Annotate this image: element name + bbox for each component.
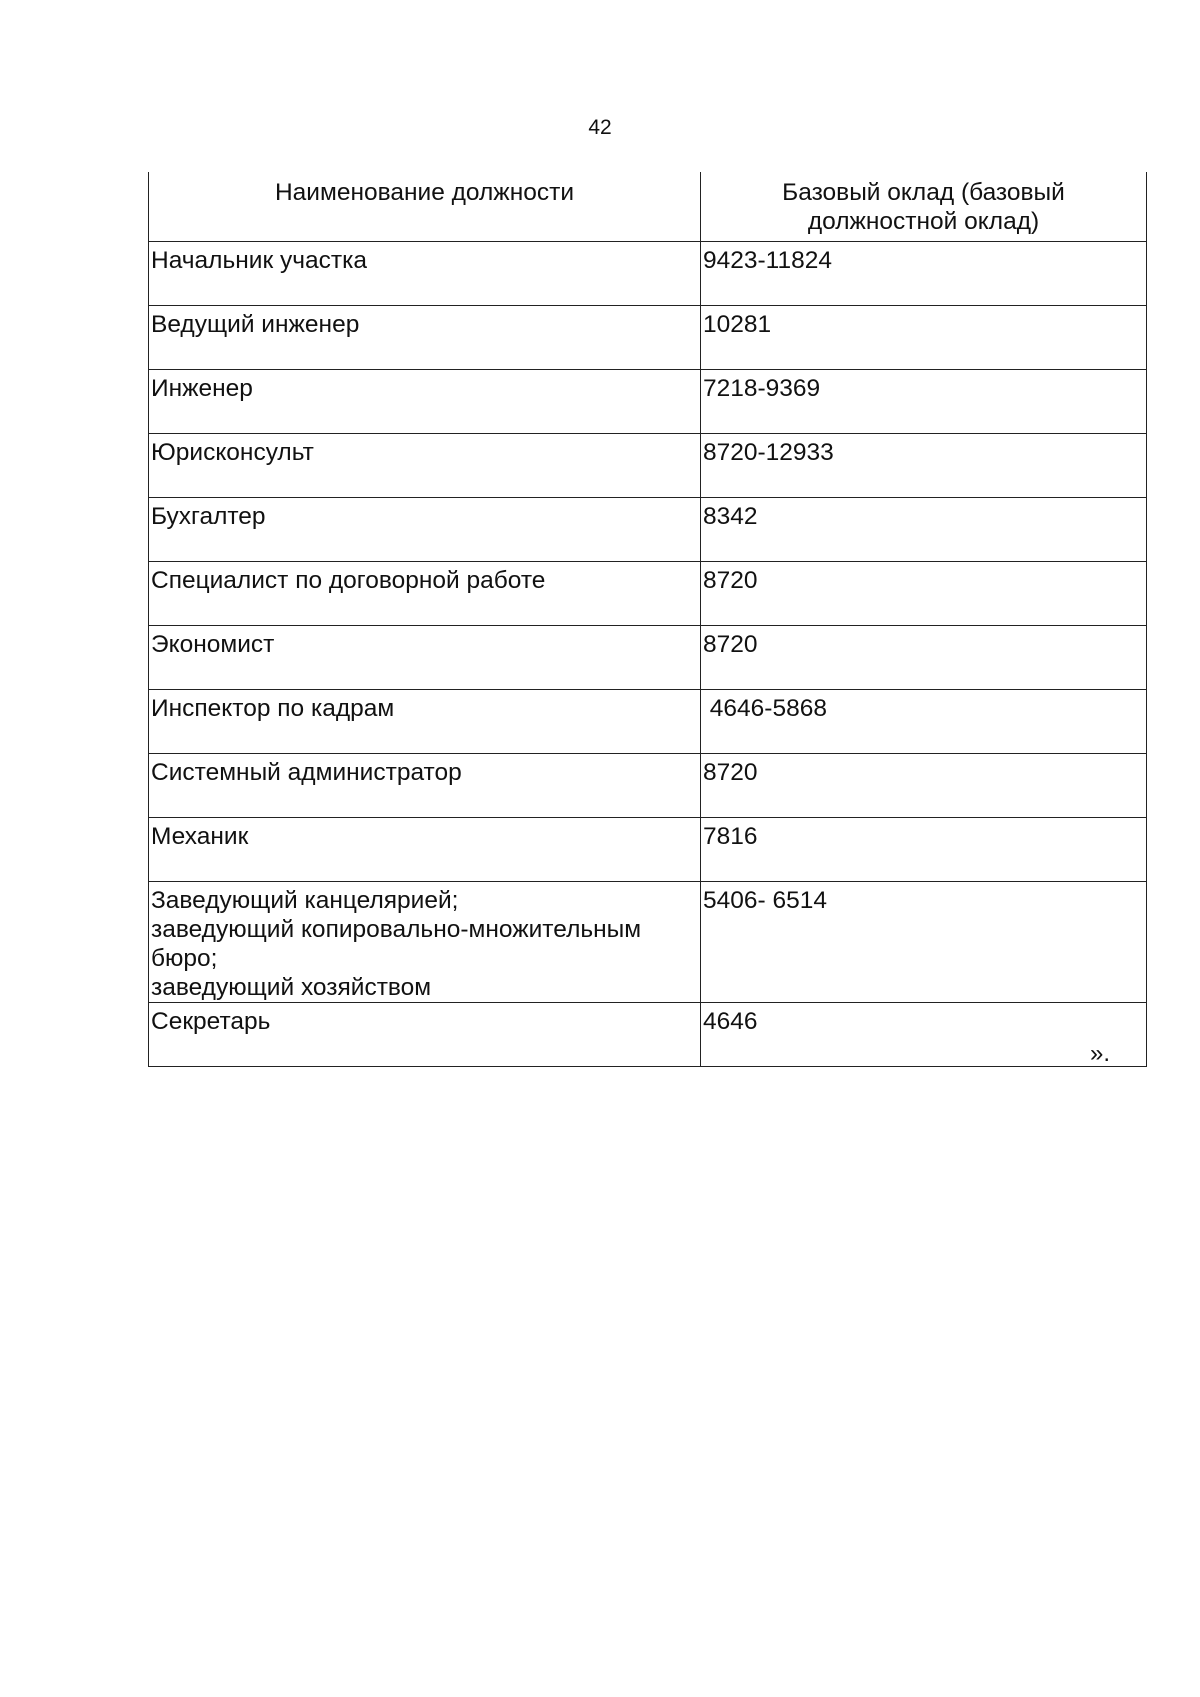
table-row [149,626,1147,690]
table-row [149,882,1147,1003]
table-row [149,818,1147,882]
table-row [149,370,1147,434]
table-row [149,1003,1147,1067]
table-row [149,434,1147,498]
table-row [149,754,1147,818]
table-header-row [149,172,1147,242]
salary-cell: 8720 [701,754,1147,818]
salary-cell: 4646-5868 [701,690,1147,754]
salary-cell: 5406- 6514 [701,882,1147,1003]
position-cell: Системный администратор [149,754,701,818]
table-row [149,562,1147,626]
table-row [149,306,1147,370]
position-cell: Ведущий инженер [149,306,701,370]
position-cell: Бухгалтер [149,498,701,562]
position-cell: Специалист по договорной работе [149,562,701,626]
position-cell: Юрисконсульт [149,434,701,498]
position-cell: Инженер [149,370,701,434]
position-cell: Механик [149,818,701,882]
salary-cell: 4646 [701,1003,1147,1067]
salary-cell: 8720 [701,626,1147,690]
position-cell: Инспектор по кадрам [149,690,701,754]
header-salary: Базовый оклад (базовый должностной оклад) [701,172,1147,242]
salary-cell: 8720 [701,562,1147,626]
salary-table [148,172,1147,1067]
salary-cell: 8342 [701,498,1147,562]
salary-cell: 8720-12933 [701,434,1147,498]
header-position: Наименование должности [149,172,701,242]
page-number: 42 [588,116,612,139]
position-cell: Заведующий канцелярией; заведующий копировально-множительным бюро; заведующий хозяйством [149,882,701,1003]
table-row [149,498,1147,562]
position-cell: Экономист [149,626,701,690]
salary-cell: 9423-11824 [701,242,1147,306]
closing-quote-mark: ». [1090,1040,1111,1067]
salary-cell: 7218-9369 [701,370,1147,434]
table-row [149,690,1147,754]
table-row [149,242,1147,306]
position-cell: Начальник участка [149,242,701,306]
salary-cell: 10281 [701,306,1147,370]
position-cell: Секретарь [149,1003,701,1067]
salary-cell: 7816 [701,818,1147,882]
